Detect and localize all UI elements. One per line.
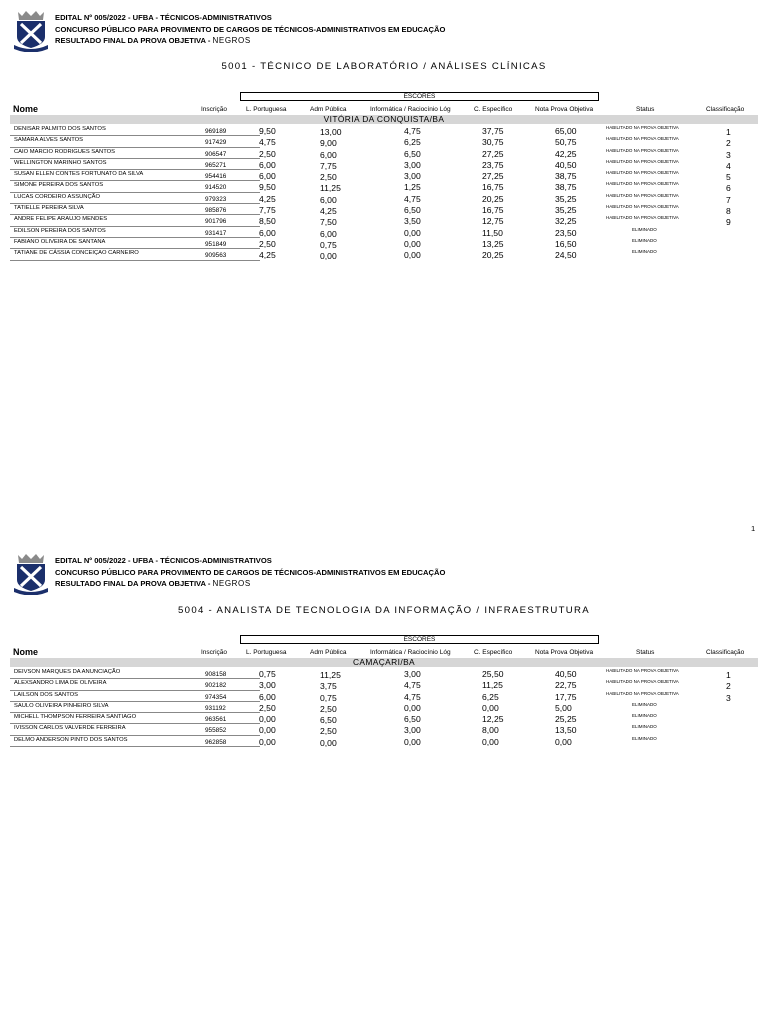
cell-ce: 6,25 [482, 691, 499, 702]
cell-classificacao: 3 [726, 149, 731, 160]
col-lp: L. Portuguesa [246, 649, 287, 656]
cell-inscricao: 974354 [205, 693, 227, 701]
cell-adm: 2,50 [320, 726, 337, 737]
cell-nome: SUSAN ELLEN CONTES FORTUNATO DA SILVA [14, 171, 144, 178]
cell-ce: 12,25 [482, 714, 504, 725]
col-status: Status [636, 649, 655, 656]
cell-inf: 3,00 [404, 669, 421, 679]
col-nome: Nome [13, 647, 39, 657]
cell-nome: SIMONE PEREIRA DOS SANTOS [14, 182, 104, 189]
cell-lp: 9,50 [259, 182, 276, 193]
cell-nome: DEIVSON MARQUES DA ANUNCIAÇÃO [14, 669, 121, 675]
cell-adm: 7,75 [320, 160, 337, 171]
cell-status: HABILITADO NA PROVA OBJETIVA [606, 170, 679, 176]
escores-band: ESCORES [240, 92, 599, 101]
cell-nota: 22,75 [555, 680, 577, 691]
cell-nome: EDILSON PEREIRA DOS SANTOS [14, 227, 106, 234]
cell-lp: 6,00 [259, 159, 276, 170]
col-adm: Adm Pública [310, 649, 347, 656]
cell-classificacao: 6 [726, 183, 731, 194]
cell-classificacao: 9 [726, 217, 731, 228]
location-row: CAMAÇARI/BA [10, 658, 758, 667]
cell-status: ELIMINADO [632, 226, 657, 232]
header-concurso: CONCURSO PÚBLICO PARA PROVIMENTO DE CARGOS DE TÉCNICOS-ADMINISTRATIVOS EM EDUCAÇÃO [55, 567, 446, 577]
cell-nome: LAILSON DOS SANTOS [14, 691, 79, 698]
cell-inf: 3,00 [404, 725, 421, 736]
cell-lp: 3,00 [259, 680, 276, 691]
table-row [0, 148, 768, 159]
cell-lp: 0,00 [259, 714, 276, 725]
cell-lp: 6,00 [259, 227, 276, 238]
cell-inf: 0,00 [404, 238, 421, 249]
col-adm: Adm Pública [310, 106, 347, 113]
cell-inf: 4,75 [404, 193, 421, 204]
cell-adm: 0,00 [320, 737, 337, 748]
col-ce: C. Específico [474, 106, 513, 113]
location-row: VITÓRIA DA CONQUISTA/BA [10, 115, 758, 124]
cell-nome: SAMARA ALVES SANTOS [14, 137, 84, 144]
cell-lp: 2,50 [259, 148, 276, 159]
cell-adm: 0,00 [320, 251, 337, 262]
cell-nota: 24,50 [555, 250, 577, 261]
cell-inf: 4,75 [404, 126, 421, 136]
cell-classificacao: 4 [726, 160, 731, 171]
cell-adm: 13,00 [320, 127, 342, 137]
cell-classificacao: 7 [726, 194, 731, 205]
cell-nota: 42,25 [555, 148, 577, 159]
cell-ce: 25,50 [482, 669, 504, 679]
cell-adm: 3,75 [320, 681, 337, 692]
header-edital: EDITAL Nº 005/2022 - UFBA - TÉCNICOS-ADMINISTRATIVOS [55, 556, 272, 565]
col-inscricao: Inscrição [201, 649, 228, 656]
cell-inscricao: 962858 [205, 738, 227, 746]
cell-inscricao: 969189 [205, 128, 227, 135]
cell-adm: 2,50 [320, 703, 337, 714]
cell-lp: 6,00 [259, 691, 276, 702]
cell-nome: FABIANO OLIVEIRA DE SANTANA [14, 238, 106, 245]
cell-nota: 17,75 [555, 691, 577, 702]
results-table-body [0, 668, 768, 747]
cell-inf: 0,00 [404, 250, 421, 261]
cell-inscricao: 901796 [205, 218, 227, 226]
cell-inscricao: 955852 [205, 727, 227, 735]
table-row [0, 713, 768, 724]
cell-ce: 30,75 [482, 137, 504, 148]
cell-nota: 40,50 [555, 669, 577, 679]
cell-ce: 11,50 [482, 227, 503, 238]
cell-inscricao: 909563 [205, 252, 227, 260]
cell-status: HABILITADO NA PROVA OBJETIVA [606, 690, 679, 696]
cell-inscricao: 985876 [205, 207, 227, 215]
cell-status: ELIMINADO [632, 237, 657, 243]
cell-inscricao: 965271 [205, 161, 227, 169]
cell-nota: 16,50 [555, 238, 577, 249]
col-classificacao: Classificação [706, 106, 745, 113]
col-inscricao: Inscrição [201, 106, 228, 113]
table-row [0, 679, 768, 690]
table-row [0, 702, 768, 713]
cell-adm: 6,50 [320, 715, 337, 726]
cell-inscricao: 931417 [205, 229, 227, 237]
cell-status: ELIMINADO [632, 713, 657, 719]
table-row [0, 238, 768, 249]
cell-nota: 0,00 [555, 736, 572, 747]
cell-classificacao: 8 [726, 206, 731, 217]
cell-ce: 16,75 [482, 182, 504, 193]
cell-ce: 12,75 [482, 216, 504, 227]
cell-adm: 4,25 [320, 206, 337, 217]
cell-nota: 5,00 [555, 702, 572, 713]
col-lp: L. Portuguesa [246, 106, 287, 113]
cell-status: ELIMINADO [632, 724, 657, 730]
cell-inscricao: 931192 [205, 704, 226, 712]
cell-status: HABILITADO NA PROVA OBJETIVA [606, 181, 679, 187]
cell-ce: 27,25 [482, 148, 504, 159]
cell-nota: 65,00 [555, 126, 577, 136]
cell-lp: 4,25 [259, 250, 276, 261]
header-resultado: RESULTADO FINAL DA PROVA OBJETIVA - NEGROS [55, 36, 251, 45]
table-row [0, 170, 768, 181]
cell-nome: SAULO OLIVEIRA PINHEIRO SILVA [14, 702, 109, 709]
cell-classificacao: 3 [726, 692, 731, 703]
cell-status: HABILITADO NA PROVA OBJETIVA [606, 125, 679, 130]
cell-inf: 6,50 [404, 148, 421, 159]
cell-status: HABILITADO NA PROVA OBJETIVA [606, 204, 679, 210]
cell-nota: 40,50 [555, 159, 577, 170]
cell-inscricao: 914520 [205, 184, 227, 192]
cell-ce: 8,00 [482, 725, 499, 736]
cell-adm: 6,00 [320, 228, 337, 239]
cell-inf: 6,50 [404, 714, 421, 725]
cell-inf: 4,75 [404, 691, 421, 702]
cell-inf: 0,00 [404, 736, 421, 747]
table-row [0, 215, 768, 226]
cell-ce: 0,00 [482, 702, 499, 713]
cell-nome: IVISSON CARLOS VALVERDE FERREIRA [14, 725, 126, 732]
cell-inscricao: 906547 [205, 150, 227, 158]
table-row [0, 668, 768, 679]
cell-ce: 13,25 [482, 238, 504, 249]
cell-adm: 0,75 [320, 239, 337, 250]
cell-inf: 3,00 [404, 171, 421, 182]
cell-lp: 7,75 [259, 205, 276, 216]
document-header [55, 555, 445, 590]
position-title: 5004 - ANALISTA DE TECNOLOGIA DA INFORMAÇÃO / INFRAESTRUTURA [178, 605, 590, 616]
cell-inscricao: 908158 [205, 671, 227, 678]
cell-nome: WELLINGTON MARINHO SANTOS [14, 159, 107, 166]
escores-band: ESCORES [240, 635, 599, 644]
cell-status: ELIMINADO [632, 249, 657, 255]
cell-classificacao: 1 [726, 127, 731, 137]
cell-nome: ALEXSANDRO LIMA DE OLIVEIRA [14, 680, 107, 687]
ufba-crest-logo [12, 10, 50, 52]
cell-nota: 13,50 [555, 725, 577, 736]
position-title: 5001 - TÉCNICO DE LABORATÓRIO / ANÁLISES CLÍNICAS [221, 61, 547, 72]
cell-lp: 0,75 [259, 669, 276, 679]
table-row [0, 227, 768, 238]
header-edital: EDITAL Nº 005/2022 - UFBA - TÉCNICOS-ADMINISTRATIVOS [55, 13, 272, 22]
cell-classificacao: 2 [726, 681, 731, 692]
col-classificacao: Classificação [706, 649, 745, 656]
cell-status: HABILITADO NA PROVA OBJETIVA [606, 147, 679, 153]
cell-inf: 0,00 [404, 227, 421, 238]
cell-status: HABILITADO NA PROVA OBJETIVA [606, 215, 679, 221]
cell-inscricao: 979323 [205, 195, 227, 203]
cell-nota: 38,75 [555, 182, 577, 193]
table-row [0, 724, 768, 735]
cell-inf: 3,50 [404, 216, 421, 227]
cell-lp: 2,50 [259, 702, 276, 713]
cell-classificacao: 2 [726, 138, 731, 149]
cell-inf: 1,25 [404, 182, 421, 193]
table-row [0, 181, 768, 192]
cell-nota: 23,50 [555, 227, 577, 238]
page-number: 1 [751, 524, 756, 533]
cell-lp: 4,25 [259, 193, 276, 204]
cell-nota: 38,75 [555, 171, 577, 182]
cell-adm: 11,25 [320, 183, 341, 194]
cell-inscricao: 951849 [205, 240, 227, 248]
col-inf: Informática / Raciocínio Lóg [370, 106, 451, 113]
cell-nome: TATIELLE PEREIRA SILVA [14, 205, 84, 212]
cell-ce: 16,75 [482, 205, 504, 216]
cell-adm: 2,50 [320, 172, 337, 183]
table-row [0, 136, 768, 147]
cell-adm: 6,00 [320, 149, 337, 160]
table-row [0, 249, 768, 260]
cell-inf: 6,25 [404, 137, 421, 148]
cell-inscricao: 917429 [205, 139, 227, 147]
cell-nota: 35,25 [555, 205, 577, 216]
ufba-crest-logo [12, 553, 50, 595]
cell-lp: 6,00 [259, 171, 276, 182]
cell-nome: CAIO MARCIO RODRIGUES SANTOS [14, 148, 116, 155]
table-row [0, 691, 768, 702]
table-row [0, 125, 768, 136]
document-header [55, 12, 445, 47]
cell-inscricao: 963561 [205, 716, 227, 724]
cell-status: ELIMINADO [632, 735, 657, 741]
cell-inf: 6,50 [404, 205, 421, 216]
cell-nome: DENISAR PALMITO DOS SANTOS [14, 126, 106, 132]
cell-inf: 3,00 [404, 159, 421, 170]
col-ce: C. Específico [474, 649, 513, 656]
results-table-body [0, 125, 768, 261]
cell-adm: 11,25 [320, 670, 341, 680]
cell-status: HABILITADO NA PROVA OBJETIVA [606, 136, 679, 142]
cell-ce: 37,75 [482, 126, 504, 136]
cell-adm: 6,00 [320, 194, 337, 205]
table-row [0, 736, 768, 747]
cell-status: ELIMINADO [632, 701, 657, 707]
cell-adm: 0,75 [320, 692, 337, 703]
cell-lp: 0,00 [259, 736, 276, 747]
cell-adm: 9,00 [320, 138, 337, 149]
cell-lp: 8,50 [259, 216, 276, 227]
cell-inscricao: 954416 [205, 173, 227, 181]
cell-ce: 27,25 [482, 171, 504, 182]
cell-ce: 20,25 [482, 250, 504, 261]
cell-inf: 4,75 [404, 680, 421, 691]
cell-ce: 11,25 [482, 680, 503, 691]
cell-nome: TATIANE DE CÁSSIA CONCEIÇAO CARNEIRO [14, 250, 139, 257]
cell-ce: 20,25 [482, 193, 504, 204]
cell-lp: 9,50 [259, 126, 276, 136]
results-page-2 [0, 543, 768, 1023]
cell-adm: 7,50 [320, 217, 337, 228]
cell-nota: 32,25 [555, 216, 577, 227]
cell-status: HABILITADO NA PROVA OBJETIVA [606, 679, 679, 685]
cell-lp: 2,50 [259, 238, 276, 249]
table-row [0, 159, 768, 170]
cell-nota: 50,75 [555, 137, 577, 148]
cell-ce: 0,00 [482, 736, 499, 747]
col-status: Status [636, 106, 655, 113]
cell-nome: LUCAS CORDEIRO ASSUNÇÃO [14, 193, 101, 200]
cell-status: HABILITADO NA PROVA OBJETIVA [606, 192, 679, 198]
cell-inscricao: 902182 [205, 682, 227, 690]
cell-nome: DELMO ANDERSON PINTO DOS SANTOS [14, 736, 128, 743]
col-inf: Informática / Raciocínio Lóg [370, 649, 451, 656]
cell-lp: 4,75 [259, 137, 276, 148]
col-nota: Nota Prova Objetiva [535, 106, 594, 113]
cell-classificacao: 1 [726, 670, 731, 680]
cell-classificacao: 5 [726, 172, 731, 183]
cell-ce: 23,75 [482, 159, 504, 170]
cell-nome: MICHELL THOMPSON FERREIRA SANTIAGO [14, 714, 137, 721]
header-resultado: RESULTADO FINAL DA PROVA OBJETIVA - NEGROS [55, 579, 251, 588]
cell-status: HABILITADO NA PROVA OBJETIVA [606, 668, 679, 673]
table-row [0, 193, 768, 204]
cell-nota: 35,25 [555, 193, 577, 204]
table-row [0, 204, 768, 215]
col-nota: Nota Prova Objetiva [535, 649, 594, 656]
cell-nome: ANDRE FELIPE ARAUJO MENDES [14, 216, 108, 223]
header-concurso: CONCURSO PÚBLICO PARA PROVIMENTO DE CARGOS DE TÉCNICOS-ADMINISTRATIVOS EM EDUCAÇÃO [55, 24, 446, 34]
cell-inf: 0,00 [404, 702, 421, 713]
cell-lp: 0,00 [259, 725, 276, 736]
cell-status: HABILITADO NA PROVA OBJETIVA [606, 158, 679, 164]
col-nome: Nome [13, 104, 39, 114]
cell-nota: 25,25 [555, 714, 577, 725]
